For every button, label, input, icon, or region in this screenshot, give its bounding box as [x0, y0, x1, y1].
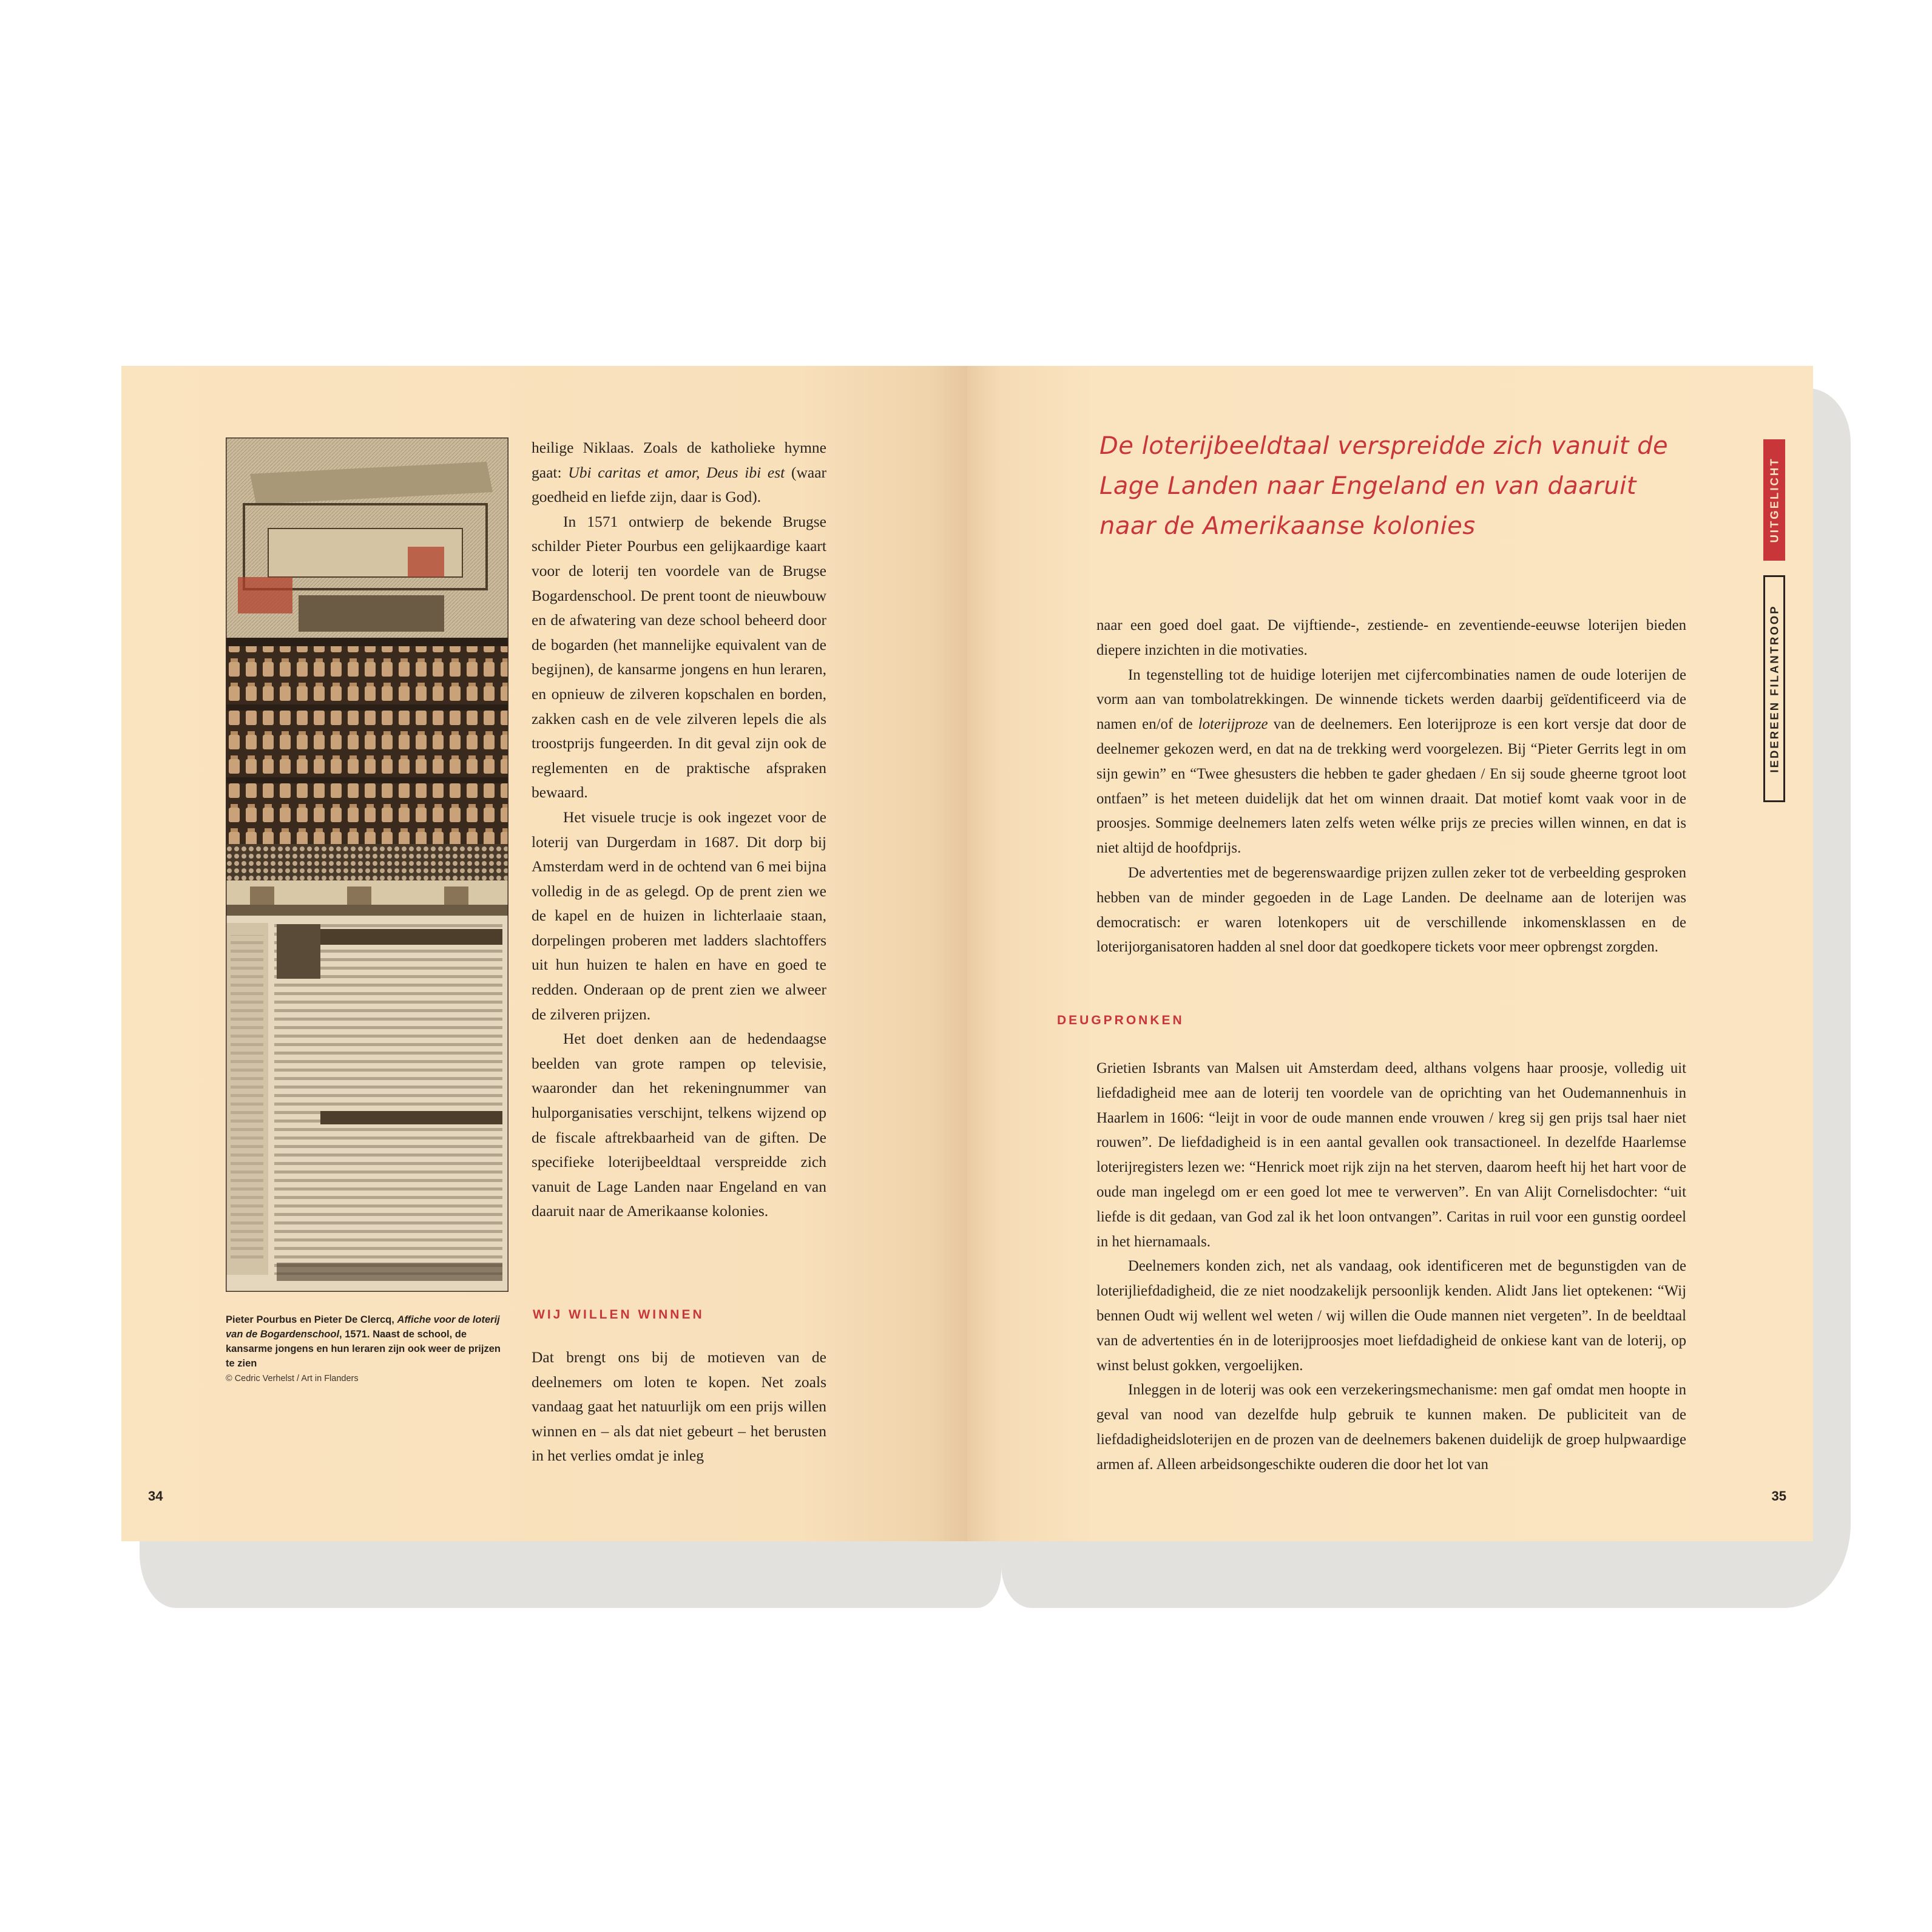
latin-quote: Ubi caritas et amor, Deus ibi est: [568, 463, 785, 481]
caption-text-end: , 1571. Naast de school, de kansarme jongens en hun leraren zijn ook weer de prijzen te zien: [226, 1329, 501, 1369]
left-column-bottom: [532, 1345, 826, 1468]
lottery-poster-illustration: [226, 437, 508, 1292]
tab-iedereen-filantroop: [1763, 575, 1785, 802]
paragraph: Inleggen in de loterij was ook een verzekeringsmechanisme: men gaf omdat men hoopte in geval van nood van dezelfde hulp gebruik te kunnen maken. De publiciteit van de liefdadigheidsloterijen en de prozen van de deelnemers bakenen duidelijk de groep hulpwaardige armen af. Alleen arbeidsongeschikte ouderen die door het lot van: [1096, 1382, 1686, 1473]
side-tabs: [1763, 439, 1790, 779]
pull-quote: De loterijbeeldtaal verspreidde zich vanuit de Lage Landen naar Engeland en van daaruit naar de Amerikaanse kolonies: [1099, 432, 1669, 540]
right-column-bottom: [1096, 1056, 1686, 1478]
right-column-top: [1096, 613, 1686, 960]
left-page: [121, 366, 967, 1541]
paragraph-text: In tegenstelling tot de huidige loterijen met cijfercombinaties namen de oude loterijen de vorm aan van tombolatrekkingen. De winnende tickets werden daarbij geïdentificeerd via de namen en/of de: [1096, 666, 1686, 733]
paragraph: De advertenties met de begerenswaardige prijzen zullen zeker tot de verbeelding gesproken hebben van de minder gegoeden in de Lage Landen. De deelname aan de loterijen was democratisch: er waren lotenkopers uit de verschillende inkomensklassen en de loterijorganisatoren hadden al snel door dat goedkopere tickets voor meer opbrengst zorgden.: [1096, 864, 1686, 956]
tab-label: UITGELICHT: [1768, 457, 1780, 543]
image-credit: © Cedric Verhelst / Art in Flanders: [226, 1374, 359, 1383]
paragraph-text: heilige Niklaas. Zoals de katholieke hymne gaat:: [532, 439, 826, 481]
paragraph: Het doet denken aan de hedendaagse beelden van grote rampen op televisie, waaronder dan het rekeningnummer van hulporganisaties verschijnt, telkens wijzend op de fiscale aftrekbaarheid van de giften. De specifieke loterijbeeldtaal verspreidde zich vanuit de Lage Landen naar Engeland en van daaruit naar de Amerikaanse kolonies.: [532, 1030, 826, 1220]
paragraph-text: (waar goedheid en liefde zijn, daar is God).: [532, 463, 827, 506]
tab-uitgelicht: [1763, 439, 1785, 561]
tab-label: IEDEREEN FILANTROOP: [1768, 604, 1780, 773]
section-heading-deugpronken: DEUGPRONKEN: [1057, 1013, 1184, 1027]
paragraph: [1096, 663, 1686, 861]
paragraph: [532, 436, 826, 510]
page-number-left: 34: [148, 1488, 163, 1504]
paragraph: Dat brengt ons bij de motieven van de deelnemers om loten te kopen. Net zoals vandaag gaat het natuurlijk om een prijs willen winnen en – als dat niet gebeurt – het berusten in het verlies omdat je inleg: [532, 1348, 826, 1465]
section-heading-wij-willen-winnen: WIJ WILLEN WINNEN: [533, 1308, 704, 1322]
paragraph-text: van de deelnemers. Een loterijproze is een kort versje dat door de deelnemer gekozen werd, en dat na de trekking werd voorgelezen. Bij “Pieter Gerrits legt in om sijn gewin” en “Twee ghesusters die hebben te gader ghedaen / En sij soude gheerne tgroot loot ontfaen” is het meteen duidelijk dat het om winnen draait. Dat motief komt vaak voor in de proosjes. Sommige deelnemers laten zelfs weten wélke prijs ze precies willen winnen, en dat is niet altijd de hoofdprijs.: [1096, 716, 1686, 857]
left-column-top: [532, 436, 826, 1224]
paragraph: Het visuele trucje is ook ingezet voor de loterij van Durgerdam in 1687. Dit dorp bij Amsterdam werd in de ochtend van 6 mei bijna volledig in de as gelegd. Op de prent zien we de kapel en de huizen in lichterlaaie staan, dorpelingen proberen met ladders slachtoffers uit hun huizen te halen en have en goed te redden. Onderaan op de prent zien we alweer de zilveren prijzen.: [532, 808, 826, 1023]
paragraph: Deelnemers konden zich, net als vandaag, ook identificeren met de begunstigden van de loterijliefdadigheid, die ze niet noodzakelijk persoonlijk kenden. Alidt Jans liet optekenen: “Wij bennen Oudt wij wellent wel weten / wij willen die Oude mannen niet vergeten”. In de beeldtaal van de advertenties én in de loterijproosjes moet liefdadigheid de onkiese kant van de loterij, op winst belust gokken, vergoelijken.: [1096, 1258, 1686, 1374]
paragraph: In 1571 ontwierp de bekende Brugse schilder Pieter Pourbus een gelijkaardige kaart voor de loterij ten voordele van de Brugse Bogardenschool. De prent toont de nieuwbouw en de afwatering van deze school beheerd door de bogarden (het mannelijke equivalent van de begijnen), de kansarme jongens en hun leraren, en opnieuw de zilveren kopschalen en borden, zakken cash en de vele zilveren lepels die als troostprijs fungeerden. In dit geval zijn ook de reglementen en de praktische afspraken bewaard.: [532, 512, 826, 802]
caption-text: Pieter Pourbus en Pieter De Clercq,: [226, 1314, 397, 1325]
paragraph: Grietien Isbrants van Malsen uit Amsterdam deed, althans volgens haar proosje, volledig uit liefdadigheid mee aan de loterij ten voordele van de oprichting van het Oudemannenhuis in Haarlem in 1606: “leijt in voor de oude mannen ende vrouwen / kreg sij gen prijs tsal haer niet rouwen”. De liefdadigheid is in een aantal gevallen ook transactioneel. In dezelfde Haarlemse loterijregisters lezen we: “Henrick moet rijk zijn na het sterven, daarom heeft hij het hart voor de oude man ingelegd om er een goed lot mee te verwerven”. En van Alijt Cornelisdochter: “uit liefde is dit gedaan, van God zal ik het loon ontvangen”. Caritas in ruil voor een gunstig oordeel in het hiernamaals.: [1096, 1060, 1686, 1250]
paragraph: naar een goed doel gaat. De vijftiende-, zestiende- en zeventiende-eeuwse loterijen bieden diepere inzichten in die motivaties.: [1096, 617, 1686, 658]
page-number-right: 35: [1771, 1488, 1786, 1504]
term-loterijproze: loterijproze: [1198, 716, 1268, 733]
image-caption: [226, 1312, 511, 1386]
caption-title: Affiche voor de loterij van de Bogardenschool: [226, 1314, 500, 1340]
